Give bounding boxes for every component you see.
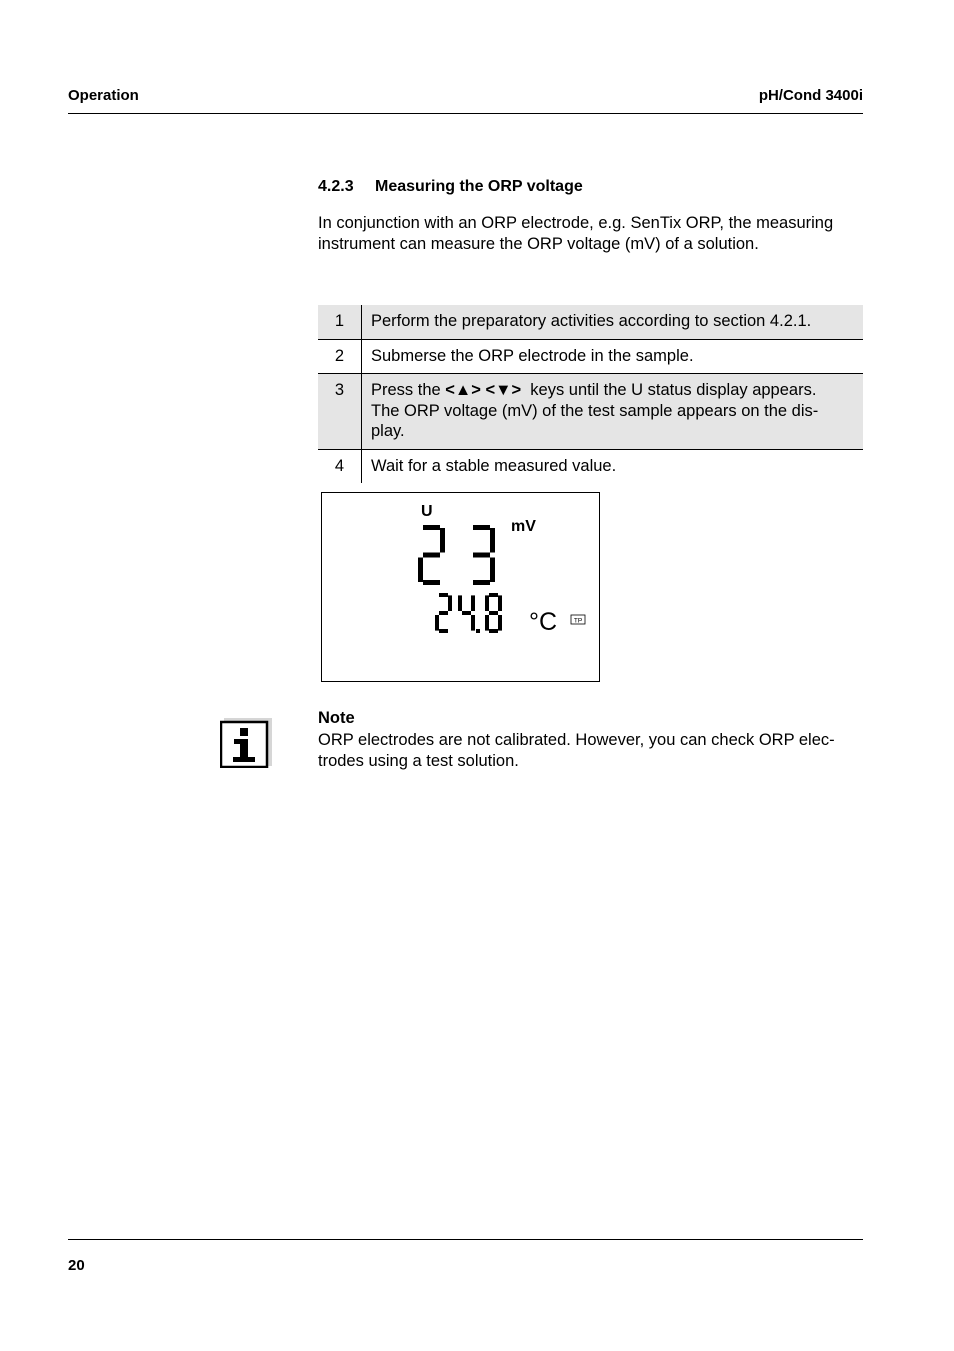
lcd-mode-label: U <box>421 503 433 520</box>
note-line: ORP electrodes are not calibrated. However, you can check ORP elec- <box>318 731 835 749</box>
lcd-segment <box>435 615 439 631</box>
lcd-segment <box>485 615 489 631</box>
lcd-segment <box>439 629 448 633</box>
header-rule <box>68 113 863 114</box>
step-row <box>318 449 863 483</box>
step-text: Wait for a stable measured value. <box>371 456 617 475</box>
step-text-part: keys until the U status display appears. <box>521 381 817 399</box>
lcd-display <box>321 492 600 682</box>
lcd-segment <box>471 595 475 611</box>
step-row <box>318 374 863 450</box>
step-text-line: The ORP voltage (mV) of the test sample appears on the dis- <box>371 401 819 420</box>
lcd-segment <box>489 629 498 633</box>
lcd-segment <box>489 593 498 597</box>
note-title: Note <box>318 709 355 727</box>
step-text-part: Press the <box>371 381 446 399</box>
step-number: 4 <box>318 449 362 483</box>
lcd-segment <box>439 611 448 615</box>
step-text <box>362 374 864 450</box>
step-number: 1 <box>318 305 362 339</box>
step-text-line: play. <box>371 422 405 440</box>
intro-paragraph <box>318 213 866 255</box>
footer-rule <box>68 1239 863 1240</box>
intro-line: In conjunction with an ORP electrode, e.g. SenTix ORP, the measuring <box>318 214 834 232</box>
lcd-segment <box>462 611 471 615</box>
lcd-segment <box>418 558 423 583</box>
lcd-segment <box>448 595 452 611</box>
lcd-segment <box>473 525 490 530</box>
lcd-main-unit: mV <box>511 518 536 535</box>
lcd-segment <box>458 595 462 611</box>
lcd-segment <box>490 528 495 553</box>
lcd-segment <box>490 558 495 583</box>
lcd-segment <box>423 525 440 530</box>
lcd-decimal-point <box>476 629 480 633</box>
lcd-segment <box>423 553 440 558</box>
header-product-name: pH/Cond 3400i <box>758 87 863 104</box>
note-text <box>318 730 868 772</box>
lcd-segment <box>473 580 490 585</box>
lcd-segment <box>489 611 498 615</box>
info-icon <box>220 716 272 768</box>
step-number: 2 <box>318 339 362 374</box>
note-line: trodes using a test solution. <box>318 752 519 770</box>
step-text: Perform the preparatory activities according to section 4.2.1. <box>362 305 864 339</box>
key-arrows: <▲> <▼> <box>445 381 522 399</box>
step-text: Submerse the ORP electrode in the sample. <box>371 346 694 365</box>
lcd-main-value <box>418 525 495 585</box>
step-row <box>318 305 863 339</box>
page-number: 20 <box>68 1257 85 1274</box>
lcd-segment <box>439 593 448 597</box>
step-row <box>318 339 863 374</box>
lcd-segment <box>440 528 445 553</box>
lcd-temp-value <box>435 593 502 633</box>
lcd-segment <box>498 615 502 631</box>
steps-table <box>318 305 863 483</box>
intro-line: instrument can measure the ORP voltage (mV) of a solution. <box>318 235 759 253</box>
header-section-title: Operation <box>68 87 139 104</box>
lcd-temp-unit: °C <box>529 608 558 636</box>
section-heading <box>318 178 583 196</box>
lcd-temp-flag: TP <box>573 617 583 625</box>
lcd-segment <box>423 580 440 585</box>
step-number: 3 <box>318 374 362 450</box>
lcd-segment <box>473 553 490 558</box>
section-number: 4.2.3 <box>318 178 354 195</box>
lcd-segment <box>485 595 489 611</box>
section-title: Measuring the ORP voltage <box>375 178 583 195</box>
lcd-segment <box>498 595 502 611</box>
lcd-segment <box>471 615 475 631</box>
